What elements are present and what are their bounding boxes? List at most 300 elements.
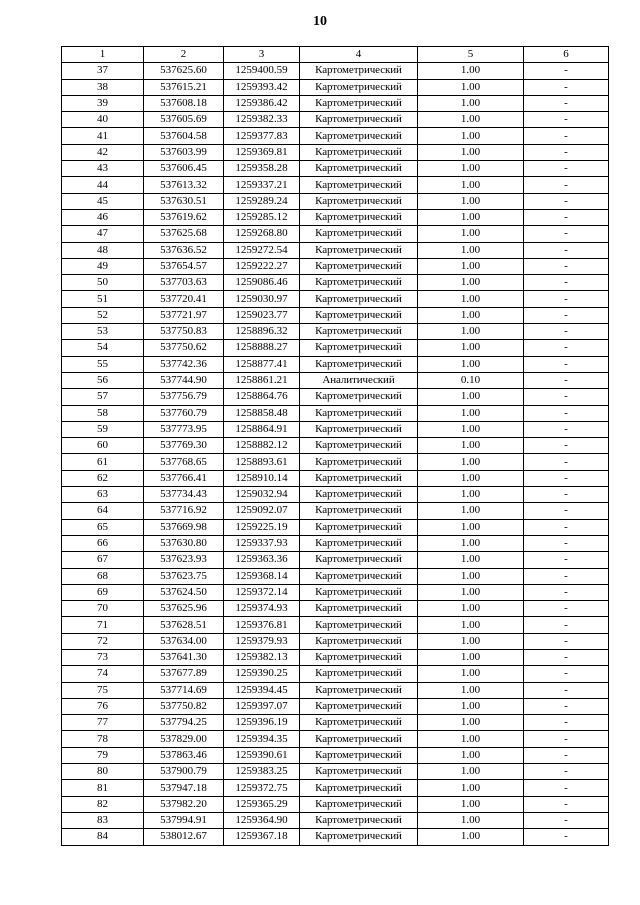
note-cell: -	[524, 258, 609, 274]
note-cell: -	[524, 275, 609, 291]
table-row	[62, 177, 609, 193]
table-row	[62, 340, 609, 356]
accuracy-cell: 1.00	[418, 209, 524, 225]
y-coordinate-cell: 1259337.93	[224, 535, 300, 551]
method-cell: Картометрический	[300, 405, 418, 421]
table-row	[62, 112, 609, 128]
accuracy-cell: 1.00	[418, 421, 524, 437]
note-cell: -	[524, 764, 609, 780]
accuracy-cell: 1.00	[418, 617, 524, 633]
note-cell: -	[524, 568, 609, 584]
table-row	[62, 63, 609, 79]
method-cell: Картометрический	[300, 731, 418, 747]
point-number-cell: 78	[62, 731, 144, 747]
note-cell: -	[524, 698, 609, 714]
point-number-cell: 59	[62, 421, 144, 437]
method-cell: Картометрический	[300, 584, 418, 600]
note-cell: -	[524, 487, 609, 503]
accuracy-cell: 1.00	[418, 682, 524, 698]
method-cell: Картометрический	[300, 796, 418, 812]
note-cell: -	[524, 95, 609, 111]
note-cell: -	[524, 715, 609, 731]
accuracy-cell: 1.00	[418, 698, 524, 714]
accuracy-cell: 1.00	[418, 242, 524, 258]
method-cell: Картометрический	[300, 275, 418, 291]
method-cell: Картометрический	[300, 421, 418, 437]
x-coordinate-cell: 537744.90	[144, 372, 224, 388]
method-cell: Картометрический	[300, 829, 418, 845]
note-cell: -	[524, 747, 609, 763]
table-row	[62, 666, 609, 682]
x-coordinate-cell: 537669.98	[144, 519, 224, 535]
table-row	[62, 747, 609, 763]
accuracy-cell: 1.00	[418, 275, 524, 291]
note-cell: -	[524, 389, 609, 405]
accuracy-cell: 1.00	[418, 519, 524, 535]
table-row	[62, 307, 609, 323]
x-coordinate-cell: 537677.89	[144, 666, 224, 682]
point-number-cell: 72	[62, 633, 144, 649]
x-coordinate-cell: 537630.80	[144, 535, 224, 551]
accuracy-cell: 1.00	[418, 812, 524, 828]
point-number-cell: 44	[62, 177, 144, 193]
x-coordinate-cell: 537750.83	[144, 324, 224, 340]
note-cell: -	[524, 372, 609, 388]
table-row	[62, 275, 609, 291]
accuracy-cell: 1.00	[418, 405, 524, 421]
x-coordinate-cell: 537606.45	[144, 161, 224, 177]
table-row	[62, 356, 609, 372]
method-cell: Картометрический	[300, 438, 418, 454]
point-number-cell: 73	[62, 649, 144, 665]
x-coordinate-cell: 537654.57	[144, 258, 224, 274]
y-coordinate-cell: 1259023.77	[224, 307, 300, 323]
method-cell: Картометрический	[300, 324, 418, 340]
table-row	[62, 389, 609, 405]
table-row	[62, 291, 609, 307]
accuracy-cell: 1.00	[418, 226, 524, 242]
y-coordinate-cell: 1259358.28	[224, 161, 300, 177]
accuracy-cell: 1.00	[418, 666, 524, 682]
method-cell: Картометрический	[300, 764, 418, 780]
method-cell: Картометрический	[300, 633, 418, 649]
header-col-4: 4	[300, 47, 418, 63]
y-coordinate-cell: 1259368.14	[224, 568, 300, 584]
point-number-cell: 69	[62, 584, 144, 600]
table-row	[62, 568, 609, 584]
note-cell: -	[524, 649, 609, 665]
note-cell: -	[524, 144, 609, 160]
method-cell: Картометрический	[300, 666, 418, 682]
method-cell: Картометрический	[300, 242, 418, 258]
y-coordinate-cell: 1259222.27	[224, 258, 300, 274]
note-cell: -	[524, 438, 609, 454]
point-number-cell: 54	[62, 340, 144, 356]
x-coordinate-cell: 537625.96	[144, 601, 224, 617]
accuracy-cell: 1.00	[418, 715, 524, 731]
y-coordinate-cell: 1259372.14	[224, 584, 300, 600]
y-coordinate-cell: 1259386.42	[224, 95, 300, 111]
y-coordinate-cell: 1259383.25	[224, 764, 300, 780]
method-cell: Картометрический	[300, 682, 418, 698]
accuracy-cell: 1.00	[418, 454, 524, 470]
x-coordinate-cell: 537641.30	[144, 649, 224, 665]
x-coordinate-cell: 537615.21	[144, 79, 224, 95]
method-cell: Картометрический	[300, 454, 418, 470]
accuracy-cell: 1.00	[418, 307, 524, 323]
method-cell: Картометрический	[300, 503, 418, 519]
y-coordinate-cell: 1258858.48	[224, 405, 300, 421]
table-row	[62, 487, 609, 503]
x-coordinate-cell: 537625.68	[144, 226, 224, 242]
accuracy-cell: 1.00	[418, 747, 524, 763]
x-coordinate-cell: 537721.97	[144, 307, 224, 323]
method-cell: Картометрический	[300, 812, 418, 828]
accuracy-cell: 1.00	[418, 649, 524, 665]
point-number-cell: 55	[62, 356, 144, 372]
note-cell: -	[524, 617, 609, 633]
accuracy-cell: 1.00	[418, 356, 524, 372]
accuracy-cell: 1.00	[418, 389, 524, 405]
accuracy-cell: 1.00	[418, 144, 524, 160]
table-row	[62, 226, 609, 242]
point-number-cell: 39	[62, 95, 144, 111]
method-cell: Картометрический	[300, 617, 418, 633]
point-number-cell: 37	[62, 63, 144, 79]
point-number-cell: 48	[62, 242, 144, 258]
y-coordinate-cell: 1259289.24	[224, 193, 300, 209]
y-coordinate-cell: 1258864.91	[224, 421, 300, 437]
method-cell: Картометрический	[300, 470, 418, 486]
method-cell: Картометрический	[300, 519, 418, 535]
note-cell: -	[524, 193, 609, 209]
point-number-cell: 81	[62, 780, 144, 796]
y-coordinate-cell: 1259372.75	[224, 780, 300, 796]
point-number-cell: 75	[62, 682, 144, 698]
table-row	[62, 421, 609, 437]
y-coordinate-cell: 1259397.07	[224, 698, 300, 714]
table-header-row	[62, 47, 609, 63]
accuracy-cell: 1.00	[418, 731, 524, 747]
y-coordinate-cell: 1259393.42	[224, 79, 300, 95]
y-coordinate-cell: 1258896.32	[224, 324, 300, 340]
point-number-cell: 46	[62, 209, 144, 225]
note-cell: -	[524, 63, 609, 79]
table-row	[62, 438, 609, 454]
table-row	[62, 633, 609, 649]
note-cell: -	[524, 503, 609, 519]
y-coordinate-cell: 1259268.80	[224, 226, 300, 242]
y-coordinate-cell: 1259337.21	[224, 177, 300, 193]
table-row	[62, 617, 609, 633]
note-cell: -	[524, 356, 609, 372]
y-coordinate-cell: 1259364.90	[224, 812, 300, 828]
x-coordinate-cell: 537982.20	[144, 796, 224, 812]
table-row	[62, 503, 609, 519]
note-cell: -	[524, 112, 609, 128]
y-coordinate-cell: 1259396.19	[224, 715, 300, 731]
x-coordinate-cell: 537624.50	[144, 584, 224, 600]
point-number-cell: 71	[62, 617, 144, 633]
point-number-cell: 41	[62, 128, 144, 144]
table-row	[62, 584, 609, 600]
note-cell: -	[524, 242, 609, 258]
x-coordinate-cell: 537794.25	[144, 715, 224, 731]
accuracy-cell: 1.00	[418, 258, 524, 274]
point-number-cell: 60	[62, 438, 144, 454]
point-number-cell: 58	[62, 405, 144, 421]
y-coordinate-cell: 1259382.13	[224, 649, 300, 665]
method-cell: Картометрический	[300, 307, 418, 323]
y-coordinate-cell: 1259086.46	[224, 275, 300, 291]
y-coordinate-cell: 1259030.97	[224, 291, 300, 307]
accuracy-cell: 1.00	[418, 112, 524, 128]
x-coordinate-cell: 537760.79	[144, 405, 224, 421]
y-coordinate-cell: 1259394.45	[224, 682, 300, 698]
table-row	[62, 796, 609, 812]
x-coordinate-cell: 538012.67	[144, 829, 224, 845]
header-col-5: 5	[418, 47, 524, 63]
x-coordinate-cell: 537634.00	[144, 633, 224, 649]
method-cell: Картометрический	[300, 193, 418, 209]
x-coordinate-cell: 537768.65	[144, 454, 224, 470]
x-coordinate-cell: 537750.82	[144, 698, 224, 714]
note-cell: -	[524, 780, 609, 796]
accuracy-cell: 1.00	[418, 193, 524, 209]
x-coordinate-cell: 537734.43	[144, 487, 224, 503]
note-cell: -	[524, 519, 609, 535]
note-cell: -	[524, 128, 609, 144]
point-number-cell: 53	[62, 324, 144, 340]
note-cell: -	[524, 340, 609, 356]
point-number-cell: 38	[62, 79, 144, 95]
note-cell: -	[524, 796, 609, 812]
point-number-cell: 84	[62, 829, 144, 845]
y-coordinate-cell: 1259390.25	[224, 666, 300, 682]
note-cell: -	[524, 812, 609, 828]
table-row	[62, 698, 609, 714]
y-coordinate-cell: 1259367.18	[224, 829, 300, 845]
header-col-3: 3	[224, 47, 300, 63]
method-cell: Картометрический	[300, 487, 418, 503]
point-number-cell: 70	[62, 601, 144, 617]
y-coordinate-cell: 1259376.81	[224, 617, 300, 633]
method-cell: Картометрический	[300, 112, 418, 128]
y-coordinate-cell: 1259272.54	[224, 242, 300, 258]
x-coordinate-cell: 537613.32	[144, 177, 224, 193]
accuracy-cell: 1.00	[418, 470, 524, 486]
accuracy-cell: 1.00	[418, 568, 524, 584]
table-row	[62, 682, 609, 698]
x-coordinate-cell: 537766.41	[144, 470, 224, 486]
note-cell: -	[524, 405, 609, 421]
y-coordinate-cell: 1258910.14	[224, 470, 300, 486]
point-number-cell: 61	[62, 454, 144, 470]
y-coordinate-cell: 1259400.59	[224, 63, 300, 79]
x-coordinate-cell: 537628.51	[144, 617, 224, 633]
method-cell: Картометрический	[300, 649, 418, 665]
point-number-cell: 50	[62, 275, 144, 291]
method-cell: Картометрический	[300, 79, 418, 95]
point-number-cell: 62	[62, 470, 144, 486]
point-number-cell: 63	[62, 487, 144, 503]
accuracy-cell: 1.00	[418, 438, 524, 454]
y-coordinate-cell: 1259369.81	[224, 144, 300, 160]
note-cell: -	[524, 682, 609, 698]
x-coordinate-cell: 537829.00	[144, 731, 224, 747]
method-cell: Картометрический	[300, 63, 418, 79]
method-cell: Картометрический	[300, 389, 418, 405]
method-cell: Картометрический	[300, 780, 418, 796]
y-coordinate-cell: 1258864.76	[224, 389, 300, 405]
point-number-cell: 52	[62, 307, 144, 323]
note-cell: -	[524, 177, 609, 193]
point-number-cell: 64	[62, 503, 144, 519]
point-number-cell: 77	[62, 715, 144, 731]
note-cell: -	[524, 731, 609, 747]
x-coordinate-cell: 537703.63	[144, 275, 224, 291]
note-cell: -	[524, 829, 609, 845]
accuracy-cell: 1.00	[418, 128, 524, 144]
y-coordinate-cell: 1259365.29	[224, 796, 300, 812]
x-coordinate-cell: 537619.62	[144, 209, 224, 225]
x-coordinate-cell: 537625.60	[144, 63, 224, 79]
table-row	[62, 601, 609, 617]
point-number-cell: 56	[62, 372, 144, 388]
table-row	[62, 519, 609, 535]
point-number-cell: 82	[62, 796, 144, 812]
accuracy-cell: 1.00	[418, 780, 524, 796]
note-cell: -	[524, 454, 609, 470]
y-coordinate-cell: 1258882.12	[224, 438, 300, 454]
method-cell: Картометрический	[300, 601, 418, 617]
accuracy-cell: 1.00	[418, 177, 524, 193]
header-col-1: 1	[62, 47, 144, 63]
note-cell: -	[524, 307, 609, 323]
table-row	[62, 470, 609, 486]
table-row	[62, 209, 609, 225]
accuracy-cell: 1.00	[418, 324, 524, 340]
accuracy-cell: 1.00	[418, 503, 524, 519]
point-number-cell: 83	[62, 812, 144, 828]
method-cell: Картометрический	[300, 209, 418, 225]
point-number-cell: 43	[62, 161, 144, 177]
table-row	[62, 95, 609, 111]
point-number-cell: 42	[62, 144, 144, 160]
table-row	[62, 144, 609, 160]
note-cell: -	[524, 324, 609, 340]
table-row	[62, 128, 609, 144]
x-coordinate-cell: 537636.52	[144, 242, 224, 258]
accuracy-cell: 1.00	[418, 796, 524, 812]
accuracy-cell: 1.00	[418, 633, 524, 649]
accuracy-cell: 1.00	[418, 584, 524, 600]
x-coordinate-cell: 537720.41	[144, 291, 224, 307]
x-coordinate-cell: 537716.92	[144, 503, 224, 519]
table-row	[62, 193, 609, 209]
note-cell: -	[524, 79, 609, 95]
point-number-cell: 40	[62, 112, 144, 128]
table-row	[62, 715, 609, 731]
table-row	[62, 258, 609, 274]
note-cell: -	[524, 470, 609, 486]
table-row	[62, 161, 609, 177]
table-row	[62, 324, 609, 340]
point-number-cell: 76	[62, 698, 144, 714]
accuracy-cell: 0.10	[418, 372, 524, 388]
table-row	[62, 812, 609, 828]
x-coordinate-cell: 537900.79	[144, 764, 224, 780]
x-coordinate-cell: 537756.79	[144, 389, 224, 405]
accuracy-cell: 1.00	[418, 161, 524, 177]
x-coordinate-cell: 537623.93	[144, 552, 224, 568]
accuracy-cell: 1.00	[418, 829, 524, 845]
note-cell: -	[524, 421, 609, 437]
point-number-cell: 57	[62, 389, 144, 405]
page-number: 10	[313, 14, 327, 29]
note-cell: -	[524, 552, 609, 568]
x-coordinate-cell: 537630.51	[144, 193, 224, 209]
point-number-cell: 67	[62, 552, 144, 568]
method-cell: Картометрический	[300, 698, 418, 714]
y-coordinate-cell: 1259382.33	[224, 112, 300, 128]
accuracy-cell: 1.00	[418, 63, 524, 79]
x-coordinate-cell: 537742.36	[144, 356, 224, 372]
x-coordinate-cell: 537714.69	[144, 682, 224, 698]
y-coordinate-cell: 1258893.61	[224, 454, 300, 470]
y-coordinate-cell: 1259225.19	[224, 519, 300, 535]
point-number-cell: 49	[62, 258, 144, 274]
y-coordinate-cell: 1259374.93	[224, 601, 300, 617]
coordinates-table	[61, 46, 609, 846]
method-cell: Картометрический	[300, 535, 418, 551]
method-cell: Аналитический	[300, 372, 418, 388]
point-number-cell: 66	[62, 535, 144, 551]
x-coordinate-cell: 537750.62	[144, 340, 224, 356]
accuracy-cell: 1.00	[418, 95, 524, 111]
method-cell: Картометрический	[300, 95, 418, 111]
table-row	[62, 79, 609, 95]
table-row	[62, 829, 609, 845]
method-cell: Картометрический	[300, 715, 418, 731]
accuracy-cell: 1.00	[418, 340, 524, 356]
method-cell: Картометрический	[300, 144, 418, 160]
y-coordinate-cell: 1259285.12	[224, 209, 300, 225]
method-cell: Картометрический	[300, 552, 418, 568]
x-coordinate-cell: 537947.18	[144, 780, 224, 796]
y-coordinate-cell: 1259377.83	[224, 128, 300, 144]
note-cell: -	[524, 601, 609, 617]
y-coordinate-cell: 1259032.94	[224, 487, 300, 503]
table-row	[62, 454, 609, 470]
table-row	[62, 780, 609, 796]
point-number-cell: 45	[62, 193, 144, 209]
table-row	[62, 731, 609, 747]
accuracy-cell: 1.00	[418, 487, 524, 503]
point-number-cell: 74	[62, 666, 144, 682]
point-number-cell: 68	[62, 568, 144, 584]
x-coordinate-cell: 537994.91	[144, 812, 224, 828]
header-col-2: 2	[144, 47, 224, 63]
method-cell: Картометрический	[300, 258, 418, 274]
x-coordinate-cell: 537773.95	[144, 421, 224, 437]
method-cell: Картометрический	[300, 177, 418, 193]
y-coordinate-cell: 1259390.61	[224, 747, 300, 763]
y-coordinate-cell: 1258877.41	[224, 356, 300, 372]
method-cell: Картометрический	[300, 128, 418, 144]
table-row	[62, 764, 609, 780]
y-coordinate-cell: 1258888.27	[224, 340, 300, 356]
